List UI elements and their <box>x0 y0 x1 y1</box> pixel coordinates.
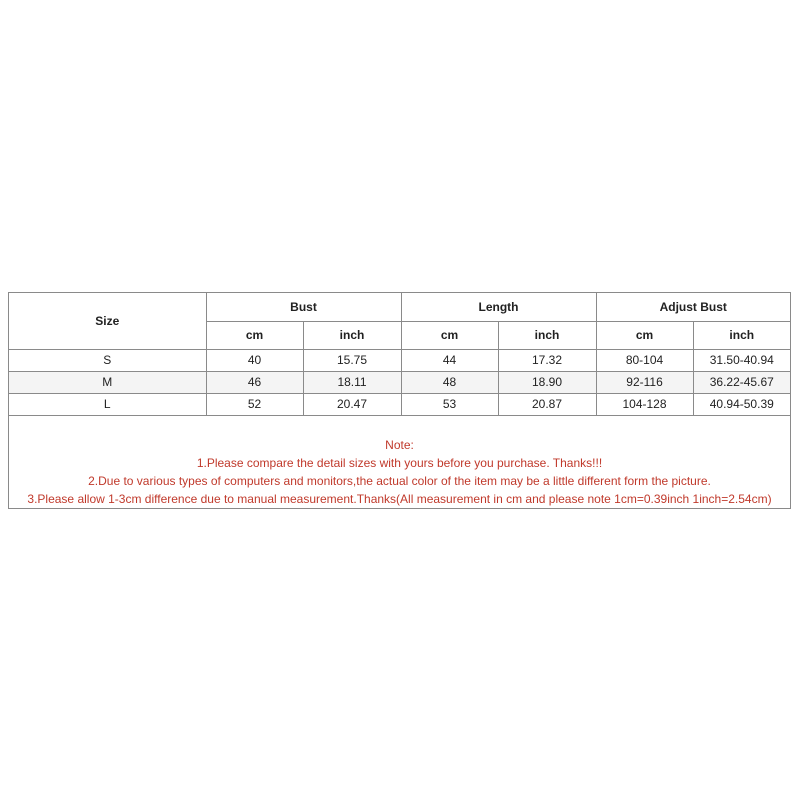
bust-header: Bust <box>206 293 401 321</box>
table-row <box>9 349 790 371</box>
table-cell: 48 <box>401 371 498 393</box>
size-header: Size <box>9 293 206 349</box>
size-cell: S <box>9 349 206 371</box>
table-cell: 15.75 <box>303 349 401 371</box>
table-cell: 80-104 <box>596 349 693 371</box>
table-cell: 44 <box>401 349 498 371</box>
table-cell: 46 <box>206 371 303 393</box>
note-line: 1.Please compare the detail sizes with yours before you purchase. Thanks!!! <box>196 456 603 470</box>
table-cell: 36.22-45.67 <box>693 371 790 393</box>
size-cell: M <box>9 371 206 393</box>
table-cell: 18.11 <box>303 371 401 393</box>
notes-title: Note: <box>385 438 414 452</box>
size-table <box>9 293 790 416</box>
table-cell: 18.90 <box>498 371 596 393</box>
size-chart <box>8 292 791 509</box>
unit-header: inch <box>693 321 790 349</box>
notes-section <box>9 436 790 508</box>
table-cell: 20.47 <box>303 393 401 415</box>
note-line: 2.Due to various types of computers and monitors,the actual color of the item may be a little different form the picture. <box>88 474 711 488</box>
size-cell: L <box>9 393 206 415</box>
table-row <box>9 371 790 393</box>
unit-header: cm <box>596 321 693 349</box>
unit-header: inch <box>303 321 401 349</box>
unit-header: inch <box>498 321 596 349</box>
unit-header: cm <box>206 321 303 349</box>
table-cell: 92-116 <box>596 371 693 393</box>
table-cell: 104-128 <box>596 393 693 415</box>
table-cell: 53 <box>401 393 498 415</box>
header-row-groups <box>9 293 790 321</box>
table-cell: 20.87 <box>498 393 596 415</box>
adjust-bust-header: Adjust Bust <box>596 293 790 321</box>
table-cell: 52 <box>206 393 303 415</box>
table-cell: 40 <box>206 349 303 371</box>
table-cell: 31.50-40.94 <box>693 349 790 371</box>
table-cell: 17.32 <box>498 349 596 371</box>
note-line: 3.Please allow 1-3cm difference due to manual measurement.Thanks(All measurement in cm and please note 1cm=0.39inch 1inch=2.54cm) <box>27 492 772 506</box>
unit-header: cm <box>401 321 498 349</box>
length-header: Length <box>401 293 596 321</box>
table-row <box>9 393 790 415</box>
table-cell: 40.94-50.39 <box>693 393 790 415</box>
